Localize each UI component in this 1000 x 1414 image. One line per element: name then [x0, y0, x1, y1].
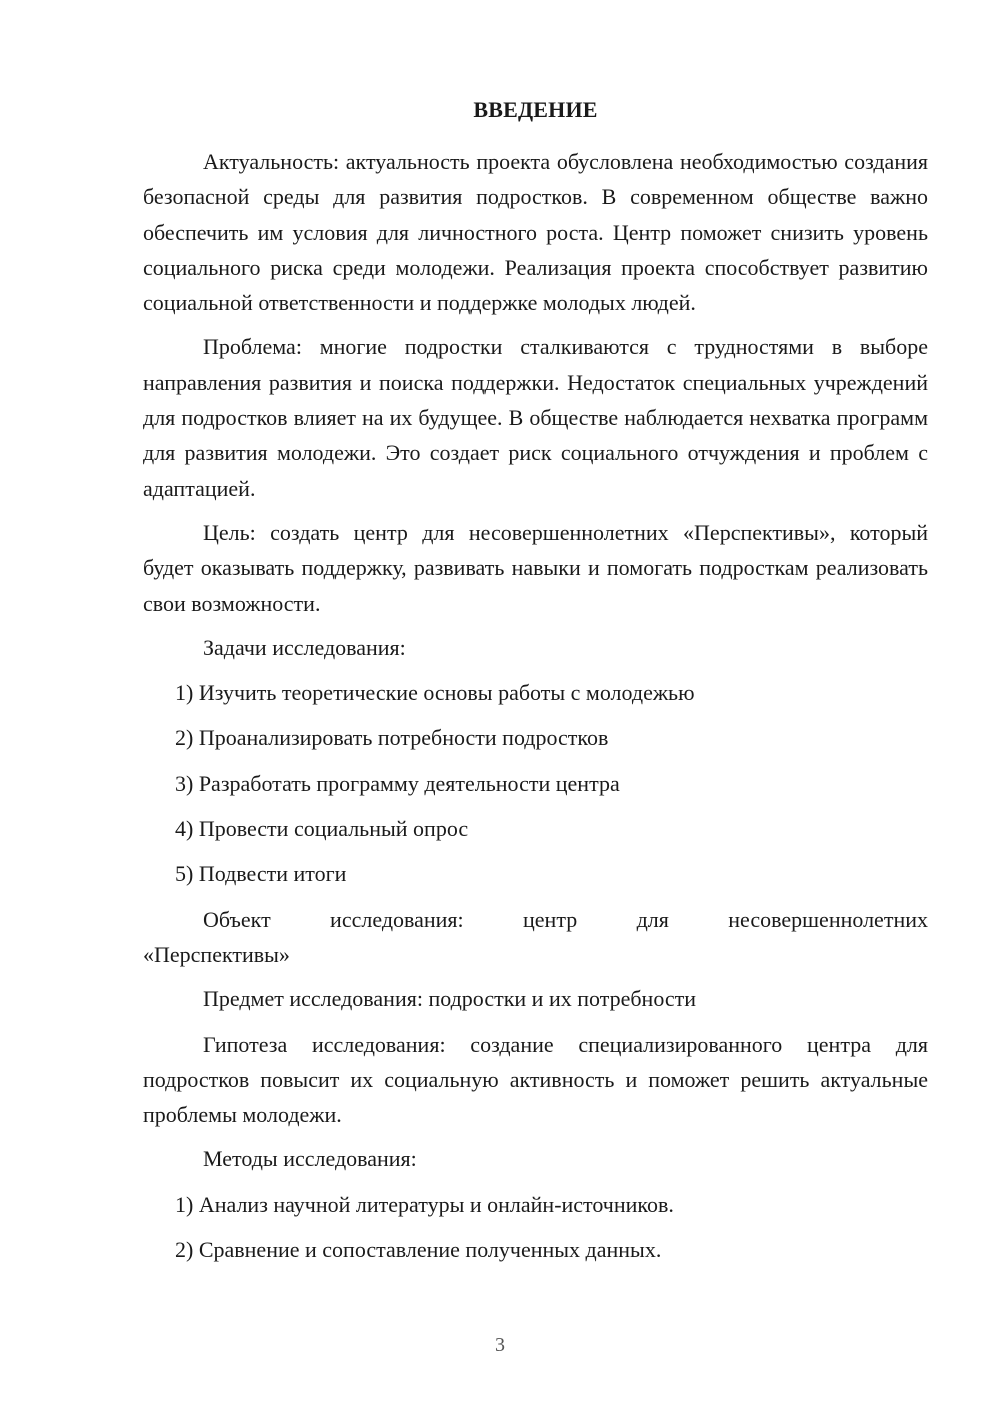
- methods-heading: Методы исследования:: [203, 1146, 417, 1172]
- subject-line: Предмет исследования: подростки и их потребности: [203, 986, 697, 1012]
- document-page: [143, 95, 928, 1277]
- task-item: 4) Провести социальный опрос: [175, 816, 469, 842]
- task-item: 3) Разработать программу деятельности центра: [175, 770, 620, 796]
- hypothesis-paragraph: Гипотеза исследования: создание специализированного центра для подростков повысит их социальную активность и поможет решить актуальные проблемы молодежи.: [143, 1031, 928, 1128]
- task-item: 5) Подвести итоги: [175, 861, 347, 887]
- goal-paragraph: Цель: создать центр для несовершеннолетних «Перспективы», который будет оказывать поддержку, развивать навыки и помогать подросткам реализовать свои возможности.: [143, 519, 928, 616]
- section-title: ВВЕДЕНИЕ: [473, 97, 598, 122]
- object-line-1: Объект исследования: центр для несовершеннолетних: [203, 906, 928, 932]
- method-item: 1) Анализ научной литературы и онлайн-источников.: [175, 1191, 674, 1217]
- object-line-2: «Перспективы»: [143, 941, 290, 967]
- method-item: 2) Сравнение и сопоставление полученных данных.: [175, 1237, 662, 1263]
- relevance-paragraph: Актуальность: актуальность проекта обусловлена необходимостью создания безопасной среды для развития подростков. В современном обществе важно обеспечить им условия для личностного роста. Центр поможет снизить уровень социального риска среди молодежи. Реализация проекта способствует развитию социальной ответственности и поддержке молодых людей.: [143, 149, 928, 316]
- task-item: 2) Проанализировать потребности подростков: [175, 725, 609, 751]
- tasks-heading: Задачи исследования:: [203, 634, 406, 660]
- task-item: 1) Изучить теоретические основы работы с молодежью: [175, 680, 695, 706]
- problem-paragraph: Проблема: многие подростки сталкиваются с трудностями в выборе направления развития и поиска поддержки. Недостаток специальных учреждений для подростков влияет на их будущее. В обществе наблюдается нехватка программ для развития молодежи. Это создает риск социального отчуждения и проблем с адаптацией.: [143, 334, 928, 501]
- object-paragraph: [143, 902, 928, 973]
- page-number: 3: [495, 1334, 505, 1356]
